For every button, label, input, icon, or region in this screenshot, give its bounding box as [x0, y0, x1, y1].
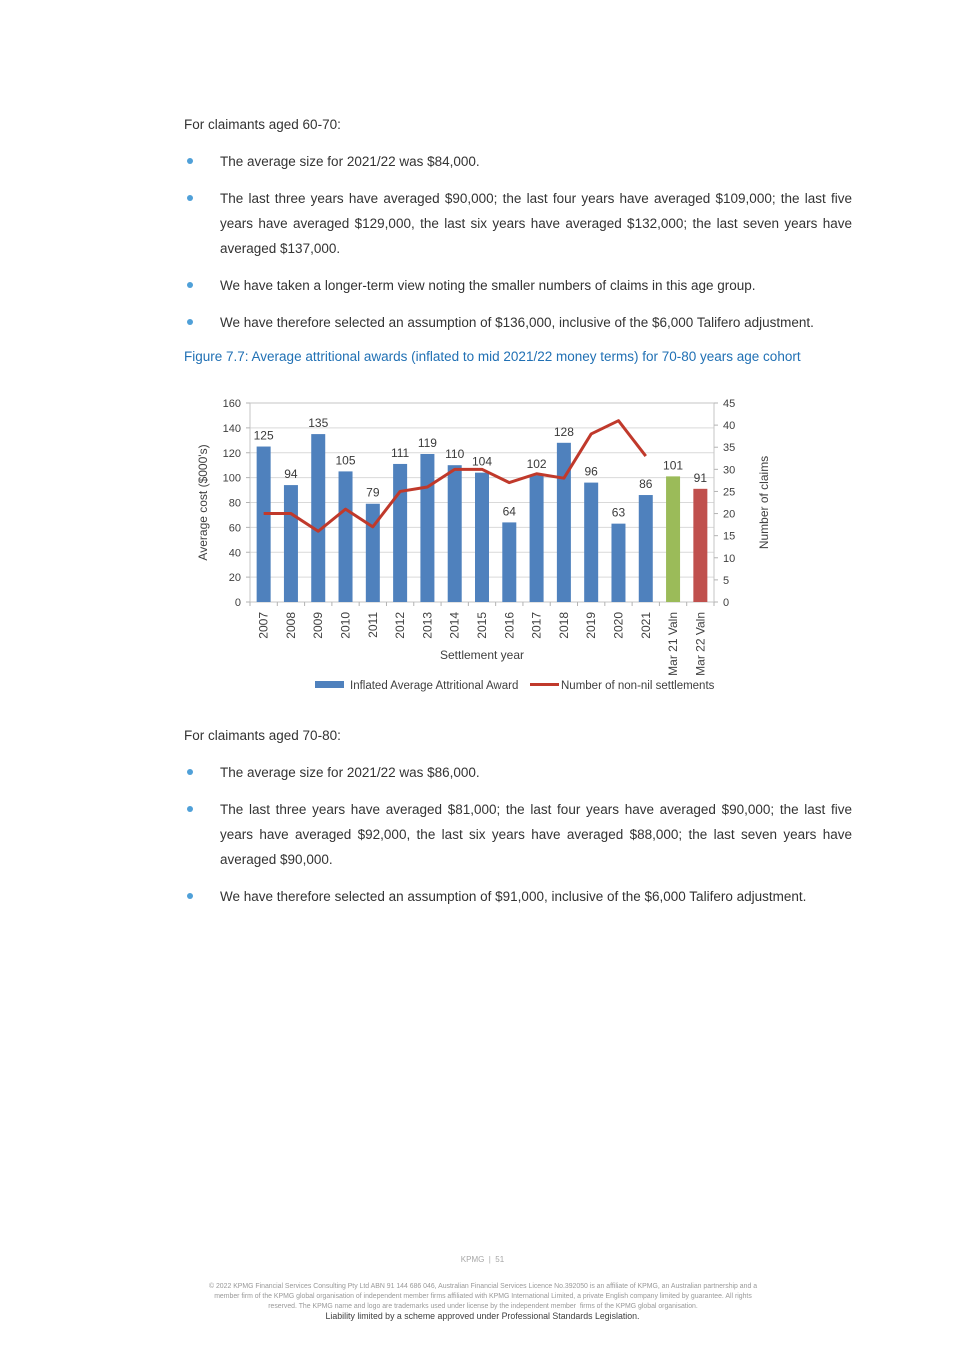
right-axis-tick-label: 45 — [723, 398, 736, 410]
bar-value-label: 135 — [308, 416, 329, 431]
page-content — [184, 112, 852, 921]
x-axis-label: 2019 — [584, 612, 599, 639]
bar-Mar 22 Valn — [693, 489, 707, 602]
bar-value-label: 91 — [693, 470, 708, 485]
x-axis-label: 2013 — [420, 612, 435, 639]
bar-2014 — [448, 465, 462, 602]
fine-print-line: © 2022 KPMG Financial Services Consulting Pty Ltd ABN 91 144 686 046, Australian Financial Services Licence No.392050 is an affiliate of KPMG, an Australian partnership and a — [208, 1283, 758, 1290]
list-item — [184, 273, 852, 298]
right-axis-tick-label: 30 — [723, 464, 736, 477]
x-axis-label: 2020 — [611, 612, 626, 639]
right-axis-tick-label: 0 — [723, 597, 730, 609]
bullet-text: We have taken a longer-term view noting the smaller numbers of claims in this age group. — [220, 278, 756, 293]
right-axis-tick-label: 5 — [723, 574, 730, 587]
figure-chart — [195, 391, 795, 709]
left-axis-tick-label: 60 — [228, 522, 241, 535]
bar-value-label: 79 — [366, 485, 380, 500]
bar-value-label: 64 — [502, 504, 516, 519]
attritional-awards-chart — [195, 391, 795, 709]
right-axis-tick-label: 35 — [723, 442, 736, 455]
liability-statement: Liability limited by a scheme approved under Professional Standards Legislation. — [325, 1311, 640, 1321]
bar-value-label: 104 — [471, 454, 493, 469]
bullet-text: The average size for 2021/22 was $86,000. — [220, 765, 480, 780]
bullet-dot-icon — [187, 769, 193, 775]
list-item — [184, 884, 852, 909]
bar-2013 — [420, 454, 434, 602]
page-number: KPMG | 51 — [460, 1255, 505, 1264]
bullet-dot-icon — [187, 282, 193, 288]
left-axis-tick-label: 100 — [222, 472, 241, 485]
bar-2020 — [611, 524, 625, 602]
x-axis-label: 2012 — [393, 612, 408, 639]
bullet-dot-icon — [187, 893, 193, 899]
bullet-text: The last three years have averaged $81,000; the last four years have averaged $90,000; the last five years have averaged $92,000, the last six years have averaged $88,000; the last seven years have averaged $90,000. — [220, 802, 852, 867]
bar-2018 — [557, 443, 571, 602]
bullet-dot-icon — [187, 195, 193, 201]
bar-2012 — [393, 464, 407, 602]
bar-value-label: 86 — [639, 477, 653, 492]
left-axis-tick-label: 40 — [228, 547, 241, 560]
bar-value-label: 102 — [526, 457, 547, 472]
bar-value-label: 63 — [611, 505, 626, 520]
bar-value-label: 94 — [284, 467, 298, 482]
x-axis-label: 2016 — [502, 612, 517, 639]
x-axis-label: 2010 — [338, 612, 353, 639]
bar-value-label: 125 — [253, 428, 274, 443]
right-axis-tick-label: 40 — [723, 420, 736, 433]
left-axis-tick-label: 0 — [234, 597, 241, 609]
legend-bar-swatch — [315, 681, 344, 688]
bar-2007 — [257, 447, 271, 602]
x-axis-label: Mar 21 Valn — [666, 612, 681, 676]
right-axis-tick-label: 10 — [723, 552, 736, 565]
bar-value-label: 111 — [390, 445, 410, 460]
left-axis-tick-label: 140 — [222, 422, 241, 435]
x-axis-label: 2014 — [447, 612, 462, 639]
bullet-text: The average size for 2021/22 was $84,000. — [220, 154, 480, 169]
bar-2019 — [584, 483, 598, 602]
right-axis-tick-label: 20 — [723, 508, 736, 521]
bar-2009 — [311, 434, 325, 602]
bullet-dot-icon — [187, 319, 193, 325]
bar-2021 — [639, 495, 653, 602]
list-item — [184, 310, 852, 335]
bar-value-label: 128 — [553, 424, 574, 439]
bullet-dot-icon — [187, 806, 193, 812]
bullet-dot-icon — [187, 158, 193, 164]
left-axis-tick-label: 120 — [222, 447, 241, 460]
x-axis-label: 2018 — [556, 612, 571, 639]
x-axis-label: 2009 — [311, 612, 326, 639]
left-axis-title: Average cost ($000's) — [196, 444, 210, 561]
bullet-text: We have therefore selected an assumption of $91,000, inclusive of the $6,000 Talifero adjustment. — [220, 889, 807, 904]
footer-fine-print — [122, 1282, 844, 1312]
x-axis-label: 2021 — [638, 612, 653, 639]
list-item — [184, 186, 852, 261]
right-axis-tick-label: 25 — [723, 486, 736, 499]
fine-print-line: member firm of the KPMG global organisation of independent member firms affiliated with KPMG International Limited, a private English company limited by guarantee. All rights — [214, 1293, 752, 1300]
section-60-70-heading: For claimants aged 60-70: — [184, 117, 341, 132]
bar-2015 — [475, 473, 489, 602]
x-axis-label: 2007 — [256, 612, 271, 639]
bar-2008 — [284, 485, 298, 602]
bar-value-label: 110 — [445, 447, 465, 462]
right-axis-tick-label: 15 — [723, 530, 736, 543]
bullet-text: The last three years have averaged $90,000; the last four years have averaged $109,000; the last five years have averaged $129,000, the last six years have averaged $132,000; the last seven years have averaged $137,000. — [220, 191, 852, 256]
bar-2017 — [530, 475, 544, 602]
x-axis-label: 2011 — [365, 612, 380, 638]
list-item — [184, 149, 852, 174]
x-axis-label: 2017 — [529, 612, 544, 639]
bar-value-label: 105 — [335, 453, 356, 468]
left-axis-tick-label: 160 — [222, 398, 241, 410]
left-axis-tick-label: 80 — [228, 497, 241, 510]
bar-2016 — [502, 522, 516, 602]
bullet-text: We have therefore selected an assumption of $136,000, inclusive of the $6,000 Talifero adjustment. — [220, 315, 814, 330]
figure-caption: Figure 7.7: Average attritional awards (inflated to mid 2021/22 money terms) for 70-80 years age cohort — [184, 349, 801, 364]
right-axis-title: Number of claims — [757, 455, 771, 550]
x-axis-label: 2015 — [475, 612, 489, 639]
x-axis-label: Mar 22 Valn — [693, 612, 708, 676]
bar-value-label: 101 — [663, 458, 684, 473]
bar-value-label: 119 — [417, 435, 437, 450]
x-axis-label: 2008 — [283, 612, 298, 639]
bar-2010 — [339, 471, 353, 602]
section-70-80-heading: For claimants aged 70-80: — [184, 728, 341, 743]
bar-Mar 21 Valn — [666, 476, 680, 602]
list-item — [184, 797, 852, 872]
fine-print-line: reserved. The KPMG name and logo are trademarks used under license by the independent member firms of the KPMG global organisation. — [268, 1303, 698, 1310]
left-axis-tick-label: 20 — [228, 572, 241, 585]
list-item — [184, 760, 852, 785]
legend-line-label: Number of non-nil settlements — [561, 680, 715, 692]
x-axis-title: Settlement year — [439, 648, 525, 662]
bar-value-label: 96 — [584, 464, 598, 479]
legend-bar-label: Inflated Average Attritional Award — [350, 680, 519, 692]
